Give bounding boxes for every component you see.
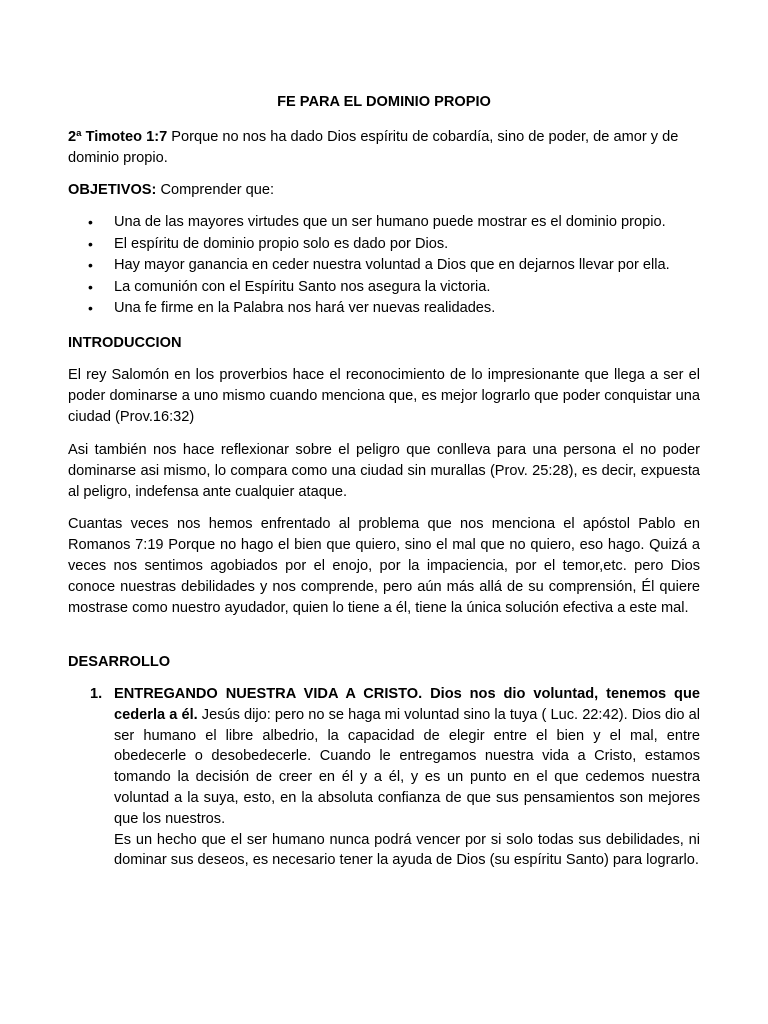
verse-reference: 2ª Timoteo 1:7 [68,129,168,145]
list-item [68,277,700,299]
list-item-text: Hay mayor ganancia en ceder nuestra voluntad a Dios que en dejarnos llevar por ella. [114,257,670,273]
bullet-icon: • [88,278,93,295]
list-item-text: Una fe firme en la Palabra nos hará ver nuevas realidades. [114,300,496,316]
point-main-paragraph [114,686,700,827]
objetivos-intro: Comprender que: [156,182,275,198]
list-item [68,255,700,277]
list-item [68,212,700,234]
intro-paragraph-1: El rey Salomón en los proverbios hace el reconocimiento de lo impresionante que llega a ser el poder dominarse a uno mismo cuando menciona que, es mejor lograrlo que poder conquistar una ciudad (Prov.16:32) [68,367,700,425]
intro-paragraph-2: Asi también nos hace reflexionar sobre el peligro que conlleva para una persona el no poder dominarse asi mismo, lo compara como una ciudad sin murallas (Prov. 25:28), es decir, expuesta al peligro, indefensa ante cualquier ataque. [68,442,700,500]
point-number: 1. [90,686,103,702]
bullet-icon: • [88,300,93,316]
intro-paragraph-3: Cuantas veces nos hemos enfrentado al problema que nos menciona el apóstol Pablo en Romanos 7:19 Porque no hago el bien que quiero, sino el mal que no quiero, eso hago. Quizá a veces nos sentimos agobiados por el enojo, por la impaciencia, por el temor,etc. pero Dios conoce nuestras debilidades y nos comprende, pero aún más allá de su comprensión, Él quiere mostrase como nuestro ayudador, quien lo tiene a él, tiene la única solución efectiva a este mal. [68,516,700,616]
verse-text: Porque no nos ha dado Dios espíritu de cobardía, sino de poder, de amor y de dominio propio. [68,129,679,166]
list-item-text: Una de las mayores virtudes que un ser humano puede mostrar es el dominio propio. [114,214,666,230]
verse-paragraph [68,127,700,169]
bullet-icon: • [88,257,93,273]
objetivos-list [68,212,700,320]
desarrollo-heading: DESARROLLO [68,654,171,670]
document-title: FE PARA EL DOMINIO PROPIO [277,94,491,110]
list-item [68,298,700,320]
point-text: Jesús dijo: pero no se haga mi voluntad sino la tuya ( Luc. 22:42). Dios dio al ser humano el libre albedrio, la capacidad de elegir entre el bien y el mal, entre obedecerle o desobedecerle. Cuando le entregamos nuestra vida a Cristo, estamos tomando la decisión de creer en él y a él, y es un punto en el que cedemos nuestra voluntad a la suya, esto, en la absoluta confianza de que sus pensamientos son mejores que los nuestros. [114,706,700,827]
list-item-text: El espíritu de dominio propio solo es dado por Dios. [114,235,449,252]
bullet-icon: • [88,214,93,230]
objetivos-label: OBJETIVOS: [68,182,157,198]
point-body [114,684,700,871]
point-continuation: Es un hecho que el ser humano nunca podrá vencer por si solo todas sus debilidades, ni dominar sus deseos, es necesario tener la ayuda de Dios (su espíritu Santo) para lograrlo. [114,831,700,869]
bullet-icon: • [88,235,93,252]
list-item-text: La comunión con el Espíritu Santo nos asegura la victoria. [114,278,491,295]
introduccion-heading: INTRODUCCION [68,335,182,351]
point-bold-lead: ENTREGANDO NUESTRA VIDA A CRISTO. Dios nos dio voluntad, tenemos que cederla a él. [114,686,700,723]
list-item [68,234,700,256]
objetivos-paragraph [68,180,700,201]
